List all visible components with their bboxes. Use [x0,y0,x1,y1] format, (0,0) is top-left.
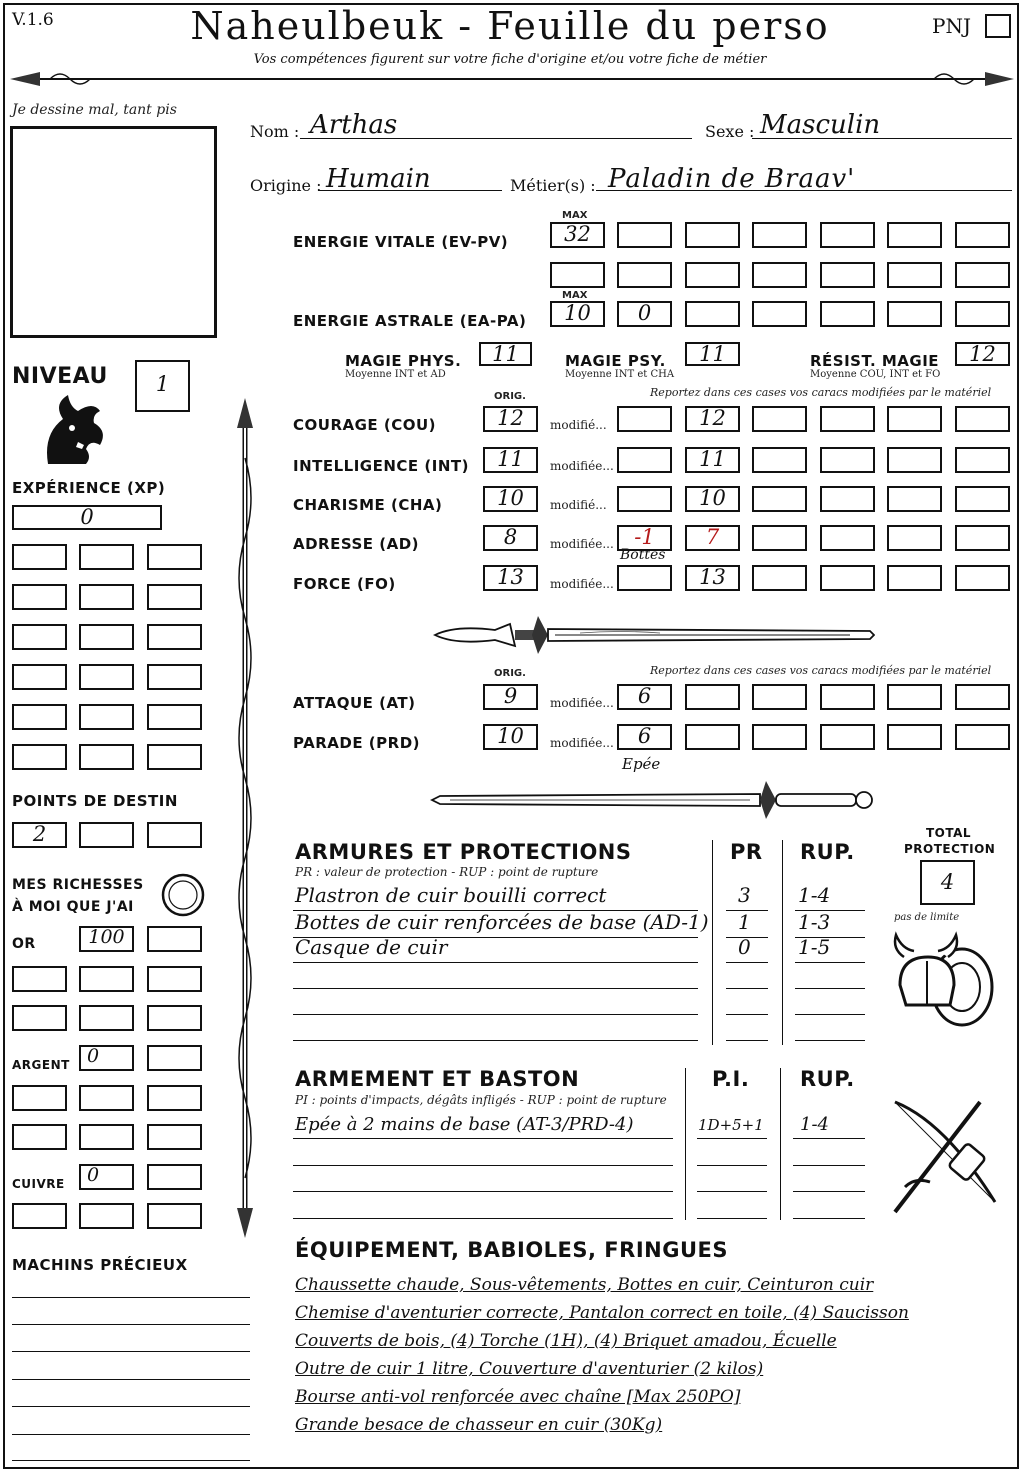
or-box-5[interactable] [147,966,202,992]
xp-grid-box[interactable] [12,624,67,650]
armement-rup: 1-4 [800,1114,829,1135]
carac-box[interactable] [752,447,807,473]
carac-box[interactable] [955,486,1010,512]
cuivre-box-5[interactable] [147,1203,202,1229]
dragon-icon [38,394,106,466]
carac-box[interactable] [955,406,1010,432]
resist-magie-label: RÉSIST. MAGIE [810,352,940,370]
sheet-subtitle: Vos compétences figurent sur votre fiche d'origine et/ou votre fiche de métier [253,52,767,67]
combat-mod-box[interactable]: 6 [617,684,672,710]
carac-box[interactable] [887,406,942,432]
xp-grid-box[interactable] [12,584,67,610]
argent-box-6[interactable] [12,1124,67,1150]
magie-phys-sub: Moyenne INT et AD [345,369,446,380]
carac-box[interactable] [820,565,875,591]
xp-grid-box[interactable] [79,584,134,610]
carac-box[interactable] [955,565,1010,591]
armure-rup-line [795,962,865,963]
xp-grid-box[interactable] [79,664,134,690]
xp-grid-box[interactable] [147,744,202,770]
sexe-label: Sexe : [705,122,755,141]
combat-box[interactable] [887,724,942,750]
coin-icon [160,872,206,918]
ev-box[interactable] [955,262,1010,288]
xp-grid-box[interactable] [147,624,202,650]
machins-line[interactable] [12,1434,250,1435]
armement-rup-line [793,1138,865,1139]
ev-box[interactable] [887,262,942,288]
or-box-7[interactable] [79,1005,134,1031]
nom-underline [300,138,692,139]
carac-current-box[interactable]: 11 [685,447,740,473]
combat-box[interactable] [752,684,807,710]
armement-line [293,1165,673,1166]
magie-psy-label: MAGIE PSY. [565,352,666,370]
carac-current-box[interactable]: 12 [685,406,740,432]
xp-grid-box[interactable] [79,704,134,730]
armure-rup-line [795,988,865,989]
or-box-3[interactable] [12,966,67,992]
ev-box[interactable] [887,222,942,248]
version-label: V.1.6 [12,10,54,30]
richesses-label-1: MES RICHESSES [12,877,144,893]
combat-mod-label: modifiée... [550,696,614,710]
ea-label: ENERGIE ASTRALE (EA-PA) [293,312,527,330]
origine-label: Origine : [250,176,322,195]
equipement-line: Couverts de bois, (4) Torche (1H), (4) Briquet amadou, Écuelle [295,1331,837,1351]
carac-mod-label: modifiée... [550,577,614,591]
portrait-box[interactable] [10,126,217,338]
magie-phys-label: MAGIE PHYS. [345,352,462,370]
armement-divider [685,1068,686,1220]
armement-pi-line [697,1218,767,1219]
xp-grid-box[interactable] [147,664,202,690]
combat-box[interactable] [955,684,1010,710]
argent-box[interactable]: 0 [79,1045,134,1071]
ev-box[interactable] [550,262,605,288]
armure-pr-line [726,962,768,963]
carac-box[interactable] [752,565,807,591]
carac-mod-label: modifiée... [550,537,614,551]
pnj-label: PNJ [932,14,971,38]
carac-mod-box[interactable] [617,447,672,473]
or-box[interactable]: 100 [79,926,134,952]
armement-pi-line [697,1138,767,1139]
armement-rup-line [793,1165,865,1166]
armement-pi-line [697,1191,767,1192]
armure-line [293,962,698,963]
carac-label: CHARISME (CHA) [293,496,443,514]
xp-grid-box[interactable] [147,544,202,570]
carac-box[interactable] [752,486,807,512]
armement-legend: PI : points d'impacts, dégâts infligés - RUP : point de rupture [295,1093,667,1107]
machins-label: MACHINS PRÉCIEUX [12,1256,188,1274]
xp-grid-box[interactable] [12,744,67,770]
carac-orig-box[interactable]: 10 [483,486,538,512]
limit-note: pas de limite [894,912,960,923]
sheet-title: Naheulbeuk - Feuille du perso [190,4,830,48]
armement-line [293,1138,673,1139]
machins-line[interactable] [12,1297,250,1298]
magie-psy-sub: Moyenne INT et CHA [565,369,675,380]
equipement-line: Chaussette chaude, Sous-vêtements, Bottes en cuir, Ceinturon cuir [295,1275,874,1295]
armement-rup-line [793,1191,865,1192]
cuivre-box-2[interactable] [147,1164,202,1190]
cuivre-label: CUIVRE [12,1177,65,1191]
armement-divider [780,1068,781,1220]
ev-max-box[interactable]: 32 [550,222,605,248]
combat-box[interactable] [820,684,875,710]
argent-box-8[interactable] [147,1124,202,1150]
argent-box-2[interactable] [147,1045,202,1071]
ev-max-label: MAX [562,210,588,221]
caracs-orig-label: ORIG. [494,391,526,402]
armure-pr: 0 [738,935,751,959]
combat-orig-box[interactable]: 10 [483,724,538,750]
armure-rup-line [795,1040,865,1041]
ev-box[interactable] [820,262,875,288]
carac-mod-label: modifié... [550,418,607,432]
carac-mod-note: Bottes [620,547,666,563]
armures-title: ARMURES ET PROTECTIONS [295,840,632,864]
armement-col-rup: RUP. [800,1067,855,1091]
caracs-note: Reportez dans ces cases vos caracs modifiées par le matériel [650,386,992,399]
sexe-underline [752,138,1012,139]
ev-box[interactable] [752,222,807,248]
combat-box[interactable] [887,684,942,710]
carac-box[interactable] [955,525,1010,551]
armure-pr-line [726,988,768,989]
carac-label: FORCE (FO) [293,575,396,593]
or-label: OR [12,936,36,952]
carac-label: INTELLIGENCE (INT) [293,457,469,475]
carac-mod-box[interactable] [617,486,672,512]
carac-box[interactable] [752,406,807,432]
armure-name: Plastron de cuir bouilli correct [295,883,607,907]
metier-underline [596,190,1012,191]
equipement-title: ÉQUIPEMENT, BABIOLES, FRINGUES [295,1238,728,1262]
combat-label: PARADE (PRD) [293,734,421,752]
xp-box[interactable]: 0 [12,505,162,530]
armures-col-rup: RUP. [800,840,855,864]
xp-grid-box[interactable] [147,704,202,730]
resist-magie-sub: Moyenne COU, INT et FO [810,369,941,380]
ea-max-box[interactable]: 10 [550,301,605,327]
combat-mod-box[interactable]: 6 [617,724,672,750]
total-protection-box[interactable]: 4 [920,860,975,905]
niveau-box[interactable]: 1 [135,360,190,412]
pnj-checkbox[interactable] [985,14,1011,38]
richesses-label-2: À MOI QUE J'AI [12,899,134,915]
armure-pr: 1 [738,910,751,934]
combat-label: ATTAQUE (AT) [293,694,416,712]
combat-box[interactable] [955,724,1010,750]
armement-rup-line [793,1218,865,1219]
combat-box[interactable] [752,724,807,750]
total-protection-label-1: TOTAL [926,826,972,840]
equipement-line: Outre de cuir 1 litre, Couverture d'aventurier (2 kilos) [295,1359,764,1379]
armures-divider [782,840,783,1045]
combat-box[interactable] [820,724,875,750]
ea-box[interactable] [820,301,875,327]
armure-rup: 1-3 [798,910,831,934]
or-box-6[interactable] [12,1005,67,1031]
carac-box[interactable] [887,486,942,512]
sexe-value[interactable]: Masculin [760,110,881,140]
ev-box[interactable] [685,222,740,248]
ea-box[interactable] [752,301,807,327]
ev-label: ENERGIE VITALE (EV-PV) [293,233,509,251]
total-protection-label-2: PROTECTION [904,842,996,856]
combat-orig-label: ORIG. [494,668,526,679]
carac-label: COURAGE (COU) [293,416,437,434]
equipement-line: Bourse anti-vol renforcée avec chaîne [Max 250PO] [295,1387,741,1407]
xp-grid-box[interactable] [79,544,134,570]
or-box-4[interactable] [79,966,134,992]
cuivre-box-4[interactable] [79,1203,134,1229]
origine-underline [318,190,502,191]
armement-pi: 1D+5+1 [698,1116,764,1134]
armure-pr: 3 [738,883,751,907]
carac-orig-box[interactable]: 11 [483,447,538,473]
destin-box-3[interactable] [147,822,202,848]
carac-box[interactable] [820,406,875,432]
metier-value[interactable]: Paladin de Braav' [608,164,856,194]
xp-grid-box[interactable] [147,584,202,610]
magie-psy-box[interactable]: 11 [685,342,740,366]
ea-current-box[interactable]: 0 [617,301,672,327]
destin-box-2[interactable] [79,822,134,848]
sword-icon [430,777,875,823]
ea-max-label: MAX [562,290,588,301]
carac-box[interactable] [820,525,875,551]
armure-line [293,1014,698,1015]
weapons-icon [885,1092,1005,1217]
carac-mod-box[interactable] [617,406,672,432]
or-box-2[interactable] [147,926,202,952]
carac-orig-box[interactable]: 13 [483,565,538,591]
spear-divider-icon [10,66,1014,92]
machins-line[interactable] [12,1379,250,1380]
xp-grid-box[interactable] [12,704,67,730]
resist-magie-box[interactable]: 12 [955,342,1010,366]
armement-line [293,1191,673,1192]
destin-label: POINTS DE DESTIN [12,792,178,810]
armement-title: ARMEMENT ET BASTON [295,1067,580,1091]
portrait-caption: Je dessine mal, tant pis [12,102,177,118]
armure-line [293,988,698,989]
combat-mod-label: modifiée... [550,736,614,750]
ev-box[interactable] [752,262,807,288]
xp-grid-box[interactable] [79,624,134,650]
ev-box[interactable] [617,262,672,288]
machins-line[interactable] [12,1324,250,1325]
helmet-shield-icon [890,925,1000,1035]
armure-rup: 1-4 [798,883,831,907]
carac-orig-box[interactable]: 8 [483,525,538,551]
argent-box-7[interactable] [79,1124,134,1150]
ea-box[interactable] [887,301,942,327]
carac-current-box[interactable]: 10 [685,486,740,512]
cuivre-box[interactable]: 0 [79,1164,134,1190]
equipement-line: Chemise d'aventurier correcte, Pantalon correct en toile, (4) Saucisson [295,1303,909,1323]
or-box-8[interactable] [147,1005,202,1031]
carac-mod-box[interactable]: -1 [617,525,672,551]
niveau-label: NIVEAU [12,364,108,389]
destin-box-1[interactable]: 2 [12,822,67,848]
armure-pr-line [726,1040,768,1041]
argent-box-4[interactable] [79,1085,134,1111]
machins-line[interactable] [12,1460,250,1461]
magie-phys-box[interactable]: 11 [479,342,532,366]
carac-current-box[interactable]: 13 [685,565,740,591]
armures-col-pr: PR [730,840,763,864]
nom-value[interactable]: Arthas [310,110,398,140]
carac-orig-box[interactable]: 12 [483,406,538,432]
combat-orig-box[interactable]: 9 [483,684,538,710]
carac-box[interactable] [820,486,875,512]
ev-box[interactable] [617,222,672,248]
armement-col-pi: P.I. [712,1067,750,1091]
carac-box[interactable] [887,447,942,473]
armure-name: Bottes de cuir renforcées de base (AD-1) [295,910,709,934]
argent-box-3[interactable] [12,1085,67,1111]
armure-pr-line [726,1014,768,1015]
combat-box[interactable] [685,684,740,710]
sword-icon [430,612,875,658]
machins-line[interactable] [12,1406,250,1407]
carac-box[interactable] [887,565,942,591]
armure-rup-line [795,1014,865,1015]
vertical-spear-icon [228,398,262,1238]
carac-box[interactable] [887,525,942,551]
armement-name: Epée à 2 mains de base (AT-3/PRD-4) [295,1114,634,1135]
xp-grid-box[interactable] [12,544,67,570]
carac-mod-label: modifié... [550,498,607,512]
carac-box[interactable] [955,447,1010,473]
xp-grid-box[interactable] [12,664,67,690]
xp-label: EXPÉRIENCE (XP) [12,479,166,497]
armement-line [293,1218,673,1219]
carac-mod-box[interactable] [617,565,672,591]
ea-box[interactable] [685,301,740,327]
machins-line[interactable] [12,1351,250,1352]
ev-box[interactable] [685,262,740,288]
carac-mod-label: modifiée... [550,459,614,473]
armure-rup: 1-5 [798,935,831,959]
nom-label: Nom : [250,122,300,141]
argent-label: ARGENT [12,1058,70,1072]
ev-box[interactable] [820,222,875,248]
xp-grid-box[interactable] [79,744,134,770]
combat-note: Reportez dans ces cases vos caracs modifiées par le matériel [650,664,992,677]
carac-current-box[interactable]: 7 [685,525,740,551]
weapon-note: Epée [622,755,661,773]
combat-box[interactable] [685,724,740,750]
carac-box[interactable] [752,525,807,551]
ea-box[interactable] [955,301,1010,327]
armure-name: Casque de cuir [295,935,448,959]
carac-label: ADRESSE (AD) [293,535,420,553]
carac-box[interactable] [820,447,875,473]
equipement-line: Grande besace de chasseur en cuir (30Kg) [295,1415,663,1435]
ev-box[interactable] [955,222,1010,248]
armure-line [293,1040,698,1041]
argent-box-5[interactable] [147,1085,202,1111]
cuivre-box-3[interactable] [12,1203,67,1229]
armures-divider [712,840,713,1045]
armures-legend: PR : valeur de protection - RUP : point de rupture [295,865,599,879]
origine-value[interactable]: Humain [326,164,431,194]
armement-pi-line [697,1165,767,1166]
metier-label: Métier(s) : [510,176,596,195]
